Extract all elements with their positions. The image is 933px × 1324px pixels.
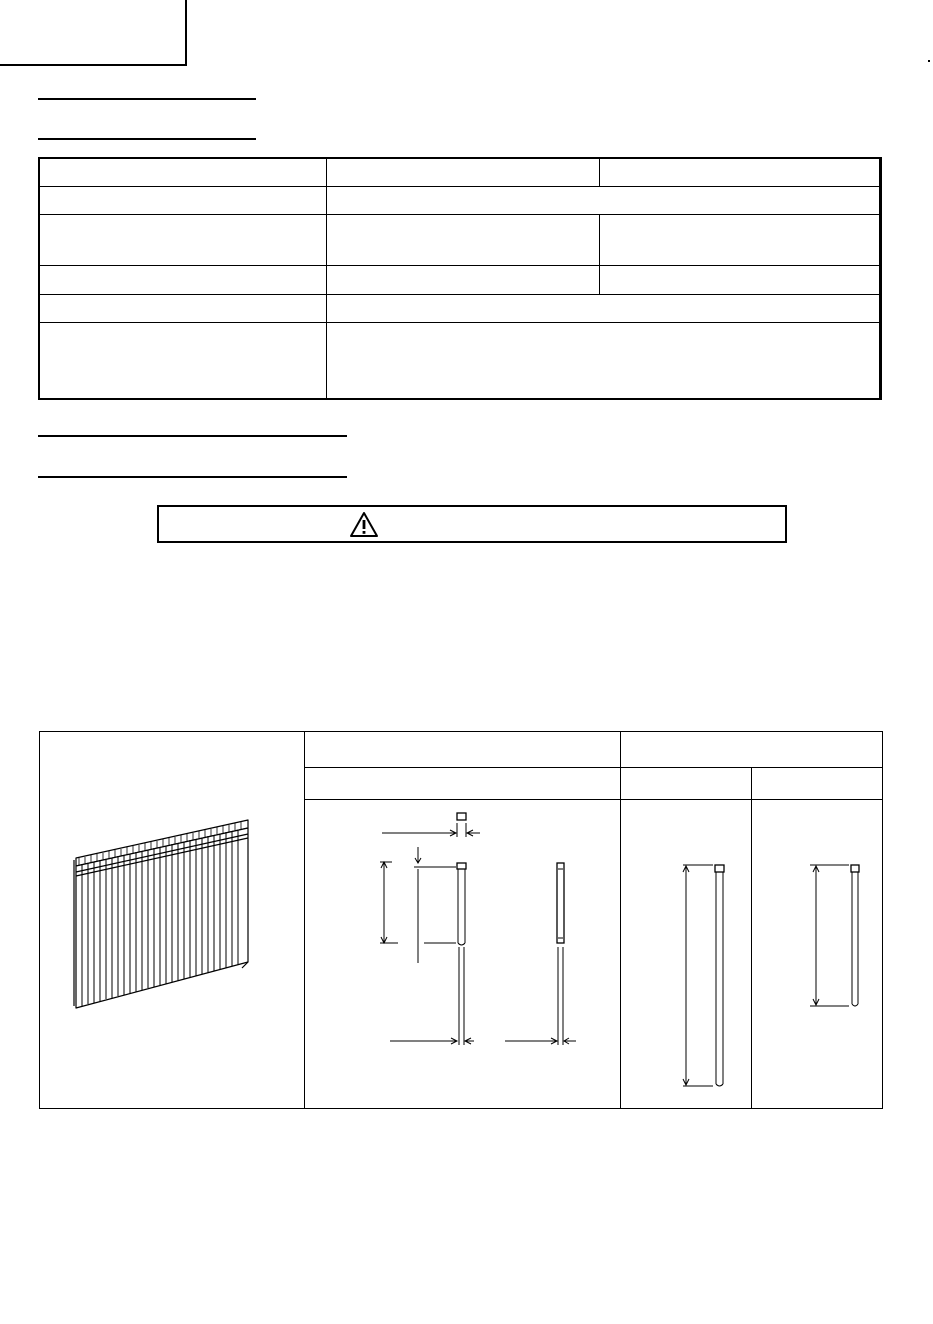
spec-row-divider [40,214,879,215]
nail-table-column-divider [620,732,621,1108]
spec-row-divider [40,265,879,266]
section2-heading [38,420,347,480]
spec-column-divider [599,159,600,186]
single-nail-icon [775,857,875,1017]
nail-table-row-divider [304,799,882,800]
section1-heading [38,80,256,140]
section1-underline-top [38,98,256,100]
spec-row-divider [40,186,879,187]
warning-box [157,505,787,543]
spec-column-divider [599,214,600,294]
spec-column-divider [326,159,327,400]
nail-table-row-divider [304,767,882,768]
section2-underline-bottom [38,476,347,478]
nail-dimension-diagram-icon [380,807,620,1087]
nail-table-column-divider [304,732,305,1108]
spec-row-divider [40,322,879,323]
specifications-table [38,157,882,400]
nail-table-column-divider [751,767,752,1108]
page-mark [928,60,930,62]
warning-triangle-icon [349,511,379,538]
spec-row-divider [40,294,879,295]
section1-underline-bottom [38,138,256,140]
single-nail-icon [645,857,745,1092]
corner-tab [0,0,187,66]
nail-strip-icon [68,812,253,1012]
nail-selection-table [39,731,883,1109]
section2-underline-top [38,435,347,437]
